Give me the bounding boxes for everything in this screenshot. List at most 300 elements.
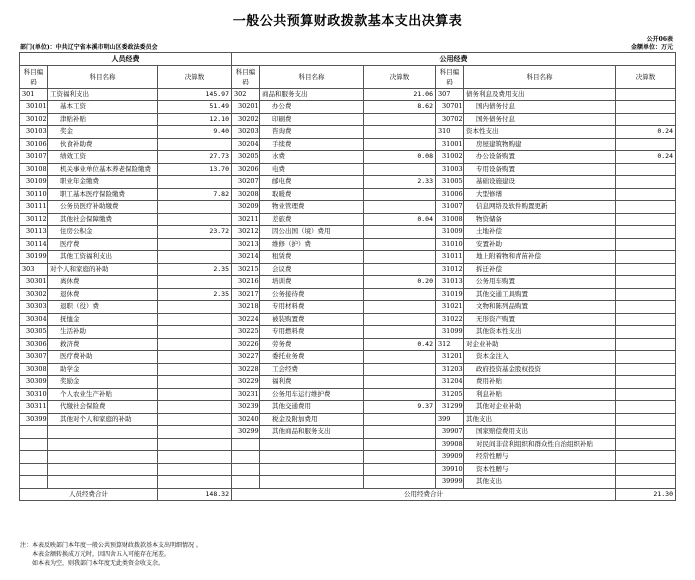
personnel-amount-cell: [158, 338, 232, 351]
personnel-amount-cell: [158, 301, 232, 314]
personnel-name-cell: 工资福利支出: [48, 88, 158, 101]
personnel-name-cell: 伙食补助费: [48, 138, 158, 151]
table-row: [20, 176, 676, 189]
personnel-name-cell: 生活补助: [48, 326, 158, 339]
personnel-name-cell: [48, 451, 158, 464]
public-right-code-cell: 31203: [436, 363, 464, 376]
personnel-code-cell: 30307: [20, 351, 48, 364]
public-left-name-cell: 物业管理费: [260, 201, 364, 214]
public-right-name-cell: 信息网络及软件购置更新: [464, 201, 616, 214]
personnel-name-cell: 津贴补贴: [48, 113, 158, 126]
public-left-code-cell: 30217: [232, 288, 260, 301]
public-right-code-cell: 307: [436, 88, 464, 101]
personnel-name-cell: 助学金: [48, 363, 158, 376]
department-unit: 部门(单位)：中共辽宁省本溪市明山区委政法委员会: [20, 44, 158, 51]
public-left-code-cell: 30216: [232, 276, 260, 289]
table-row: [20, 363, 676, 376]
column-header-name: 科目名称: [260, 65, 364, 88]
public-right-code-cell: 30702: [436, 113, 464, 126]
public-left-code-cell: 30231: [232, 388, 260, 401]
public-right-code-cell: 31001: [436, 138, 464, 151]
personnel-name-cell: 公务员医疗补助缴费: [48, 201, 158, 214]
table-row: [20, 326, 676, 339]
personnel-amount-cell: 13.70: [158, 163, 232, 176]
public-right-code-cell: 31201: [436, 351, 464, 364]
personnel-code-cell: 30102: [20, 113, 48, 126]
public-right-amount-cell: [616, 451, 676, 464]
public-right-code-cell: 39907: [436, 426, 464, 439]
public-right-code-cell: 31012: [436, 263, 464, 276]
public-right-name-cell: 基础设施建设: [464, 176, 616, 189]
personnel-amount-cell: [158, 201, 232, 214]
public-left-code-cell: [232, 463, 260, 476]
public-right-name-cell: 文物和陈列品购置: [464, 301, 616, 314]
personnel-code-cell: 30311: [20, 401, 48, 414]
public-right-code-cell: 39909: [436, 451, 464, 464]
public-left-amount-cell: [364, 251, 436, 264]
personnel-name-cell: 抚恤金: [48, 313, 158, 326]
table-row: [20, 451, 676, 464]
public-left-amount-cell: [364, 351, 436, 364]
public-right-amount-cell: 0.24: [616, 126, 676, 139]
public-right-amount-cell: [616, 176, 676, 189]
personnel-name-cell: 救济费: [48, 338, 158, 351]
personnel-code-cell: [20, 463, 48, 476]
public-right-amount-cell: [616, 463, 676, 476]
public-right-amount-cell: [616, 288, 676, 301]
table-row: [20, 413, 676, 426]
table-row: [20, 376, 676, 389]
public-right-amount-cell: [616, 388, 676, 401]
personnel-name-cell: 其他对个人和家庭的补助: [48, 413, 158, 426]
public-left-amount-cell: 21.06: [364, 88, 436, 101]
public-right-amount-cell: [616, 138, 676, 151]
public-right-amount-cell: [616, 376, 676, 389]
personnel-amount-cell: [158, 276, 232, 289]
personnel-code-cell: 30110: [20, 188, 48, 201]
page-title: 一般公共预算财政拨款基本支出决算表: [232, 14, 463, 29]
personnel-code-cell: [20, 451, 48, 464]
public-left-name-cell: 被装购置费: [260, 313, 364, 326]
personnel-code-cell: 30309: [20, 376, 48, 389]
table-row: [20, 138, 676, 151]
public-right-amount-cell: [616, 88, 676, 101]
public-total-amount: 21.30: [616, 488, 676, 501]
public-right-amount-cell: [616, 351, 676, 364]
table-row: [20, 401, 676, 414]
public-right-name-cell: 利息补贴: [464, 388, 616, 401]
public-right-amount-cell: [616, 113, 676, 126]
personnel-amount-cell: [158, 426, 232, 439]
public-right-name-cell: 安置补助: [464, 238, 616, 251]
public-right-amount-cell: [616, 226, 676, 239]
public-left-code-cell: 30225: [232, 326, 260, 339]
personnel-name-cell: 代缴社会保险费: [48, 401, 158, 414]
table-row: [20, 151, 676, 164]
public-left-name-cell: 租赁费: [260, 251, 364, 264]
table-row: [20, 438, 676, 451]
public-left-name-cell: 印刷费: [260, 113, 364, 126]
personnel-amount-cell: [158, 388, 232, 401]
public-left-amount-cell: 2.33: [364, 176, 436, 189]
personnel-name-cell: 奖励金: [48, 376, 158, 389]
personnel-code-cell: 30114: [20, 238, 48, 251]
public-left-code-cell: 30201: [232, 101, 260, 114]
table-row: [20, 238, 676, 251]
public-left-name-cell: 差旅费: [260, 213, 364, 226]
public-left-amount-cell: 0.42: [364, 338, 436, 351]
public-left-name-cell: 工会经费: [260, 363, 364, 376]
personnel-total-label: 人员经费合计: [20, 488, 158, 501]
public-right-amount-cell: [616, 101, 676, 114]
public-right-name-cell: 债务利息及费用支出: [464, 88, 616, 101]
public-left-code-cell: 30202: [232, 113, 260, 126]
column-header-amount: 决算数: [158, 65, 232, 88]
public-right-name-cell: 其他对企业补助: [464, 401, 616, 414]
money-unit: 金额单位：万元: [630, 44, 673, 51]
public-left-code-cell: 30299: [232, 426, 260, 439]
personnel-code-cell: 30107: [20, 151, 48, 164]
footnote: 本表金额转换成万元时，因四舍五入可能存在尾差。: [32, 551, 171, 558]
public-right-amount-cell: [616, 326, 676, 339]
personnel-name-cell: 住房公积金: [48, 226, 158, 239]
personnel-code-cell: 30108: [20, 163, 48, 176]
public-right-amount-cell: [616, 438, 676, 451]
personnel-name-cell: 职工基本医疗保险缴费: [48, 188, 158, 201]
public-left-name-cell: [260, 451, 364, 464]
public-right-amount-cell: [616, 413, 676, 426]
public-left-name-cell: 办公费: [260, 101, 364, 114]
public-left-amount-cell: [364, 113, 436, 126]
personnel-heading: 人员经费: [20, 53, 232, 66]
public-right-code-cell: 31019: [436, 288, 464, 301]
public-right-amount-cell: [616, 313, 676, 326]
personnel-code-cell: 30109: [20, 176, 48, 189]
footnote: 注：本表反映部门本年度一般公共预算财政拨款基本支出明细情况 。: [20, 542, 202, 549]
public-left-name-cell: 公务用车运行维护费: [260, 388, 364, 401]
public-left-name-cell: 委托业务费: [260, 351, 364, 364]
public-right-name-cell: 房屋建筑物购建: [464, 138, 616, 151]
public-left-amount-cell: [364, 326, 436, 339]
public-left-code-cell: [232, 438, 260, 451]
public-right-code-cell: 31005: [436, 176, 464, 189]
public-right-amount-cell: [616, 251, 676, 264]
public-right-amount-cell: [616, 163, 676, 176]
public-left-name-cell: 手续费: [260, 138, 364, 151]
public-left-code-cell: 30239: [232, 401, 260, 414]
public-right-code-cell: 31010: [436, 238, 464, 251]
personnel-amount-cell: [158, 376, 232, 389]
public-right-name-cell: 对民间非营利组织和群众性自治组织补贴: [464, 438, 616, 451]
public-left-name-cell: 税金及附加费用: [260, 413, 364, 426]
public-left-amount-cell: [364, 226, 436, 239]
public-left-code-cell: 30214: [232, 251, 260, 264]
public-left-code-cell: 30203: [232, 126, 260, 139]
personnel-code-cell: 30399: [20, 413, 48, 426]
table-row: [20, 88, 676, 101]
personnel-amount-cell: 9.40: [158, 126, 232, 139]
table-row: [20, 213, 676, 226]
public-right-amount-cell: 0.24: [616, 151, 676, 164]
public-left-code-cell: 30218: [232, 301, 260, 314]
public-right-code-cell: 312: [436, 338, 464, 351]
public-left-amount-cell: 0.20: [364, 276, 436, 289]
personnel-amount-cell: [158, 413, 232, 426]
public-right-name-cell: 国内债务付息: [464, 101, 616, 114]
public-left-name-cell: 维修（护）费: [260, 238, 364, 251]
public-right-name-cell: 物资储备: [464, 213, 616, 226]
personnel-name-cell: 其他社会保障缴费: [48, 213, 158, 226]
personnel-code-cell: 30112: [20, 213, 48, 226]
public-right-name-cell: 对企业补助: [464, 338, 616, 351]
public-left-name-cell: 水费: [260, 151, 364, 164]
table-row: [20, 338, 676, 351]
public-right-name-cell: 国外债务付息: [464, 113, 616, 126]
table-row: [20, 113, 676, 126]
public-right-name-cell: 其他支出: [464, 476, 616, 489]
public-right-name-cell: 其他交通工具购置: [464, 288, 616, 301]
public-right-name-cell: 土地补偿: [464, 226, 616, 239]
public-left-amount-cell: [364, 463, 436, 476]
public-right-amount-cell: [616, 338, 676, 351]
public-left-amount-cell: [364, 301, 436, 314]
column-header-amount: 决算数: [616, 65, 676, 88]
public-right-code-cell: 31299: [436, 401, 464, 414]
public-left-amount-cell: [364, 376, 436, 389]
personnel-amount-cell: 145.97: [158, 88, 232, 101]
footnotes: [20, 541, 202, 568]
table-row: [20, 476, 676, 489]
public-left-name-cell: 商品和服务支出: [260, 88, 364, 101]
table-row: [20, 201, 676, 214]
public-right-amount-cell: [616, 213, 676, 226]
public-left-amount-cell: [364, 163, 436, 176]
public-left-code-cell: 30211: [232, 213, 260, 226]
public-right-code-cell: 31008: [436, 213, 464, 226]
personnel-code-cell: 30199: [20, 251, 48, 264]
public-left-name-cell: 取暖费: [260, 188, 364, 201]
personnel-name-cell: 对个人和家庭的补助: [48, 263, 158, 276]
public-left-amount-cell: [364, 288, 436, 301]
public-right-code-cell: 31099: [436, 326, 464, 339]
personnel-amount-cell: [158, 238, 232, 251]
public-left-name-cell: 培训费: [260, 276, 364, 289]
personnel-name-cell: 医疗费: [48, 238, 158, 251]
public-left-code-cell: 30213: [232, 238, 260, 251]
public-right-code-cell: 31007: [436, 201, 464, 214]
personnel-amount-cell: [158, 326, 232, 339]
public-left-amount-cell: [364, 313, 436, 326]
public-left-code-cell: 30227: [232, 351, 260, 364]
personnel-code-cell: 30303: [20, 301, 48, 314]
personnel-name-cell: 个人农业生产补贴: [48, 388, 158, 401]
public-left-name-cell: 电费: [260, 163, 364, 176]
public-left-amount-cell: [364, 201, 436, 214]
personnel-name-cell: [48, 438, 158, 451]
public-left-name-cell: 专用材料费: [260, 301, 364, 314]
public-left-code-cell: 30208: [232, 188, 260, 201]
public-left-name-cell: [260, 438, 364, 451]
public-left-code-cell: 30224: [232, 313, 260, 326]
public-left-name-cell: 会议费: [260, 263, 364, 276]
public-right-amount-cell: [616, 263, 676, 276]
public-right-name-cell: 无形资产购置: [464, 313, 616, 326]
public-left-code-cell: 30206: [232, 163, 260, 176]
public-right-name-cell: 其他支出: [464, 413, 616, 426]
public-left-amount-cell: [364, 413, 436, 426]
public-left-amount-cell: 0.08: [364, 151, 436, 164]
public-right-code-cell: 31021: [436, 301, 464, 314]
public-left-code-cell: 30205: [232, 151, 260, 164]
public-total-label: 公用经费合计: [232, 488, 616, 501]
personnel-amount-cell: [158, 138, 232, 151]
personnel-code-cell: 303: [20, 263, 48, 276]
public-left-name-cell: 邮电费: [260, 176, 364, 189]
public-left-amount-cell: 8.62: [364, 101, 436, 114]
public-right-code-cell: 31002: [436, 151, 464, 164]
table-row: [20, 263, 676, 276]
public-left-code-cell: [232, 451, 260, 464]
public-left-code-cell: 30226: [232, 338, 260, 351]
public-right-name-cell: 费用补贴: [464, 376, 616, 389]
table-row: [20, 126, 676, 139]
personnel-code-cell: 301: [20, 88, 48, 101]
personnel-code-cell: 30103: [20, 126, 48, 139]
public-left-amount-cell: 9.37: [364, 401, 436, 414]
personnel-name-cell: 退休费: [48, 288, 158, 301]
public-left-code-cell: 30204: [232, 138, 260, 151]
personnel-name-cell: 离休费: [48, 276, 158, 289]
public-left-code-cell: 30215: [232, 263, 260, 276]
personnel-code-cell: 30301: [20, 276, 48, 289]
public-left-code-cell: 30229: [232, 376, 260, 389]
personnel-amount-cell: 12.10: [158, 113, 232, 126]
totals-row: [20, 488, 676, 501]
public-left-name-cell: 其他商品和服务支出: [260, 426, 364, 439]
personnel-code-cell: 30302: [20, 288, 48, 301]
public-right-code-cell: 31011: [436, 251, 464, 264]
public-left-name-cell: 劳务费: [260, 338, 364, 351]
public-right-code-cell: 39910: [436, 463, 464, 476]
public-left-name-cell: 咨询费: [260, 126, 364, 139]
public-left-amount-cell: [364, 476, 436, 489]
personnel-amount-cell: 2.35: [158, 288, 232, 301]
personnel-name-cell: [48, 476, 158, 489]
public-right-code-cell: 31003: [436, 163, 464, 176]
public-left-amount-cell: [364, 426, 436, 439]
public-left-name-cell: [260, 476, 364, 489]
personnel-code-cell: [20, 426, 48, 439]
public-left-code-cell: [232, 476, 260, 489]
personnel-name-cell: 基本工资: [48, 101, 158, 114]
public-right-amount-cell: [616, 401, 676, 414]
personnel-code-cell: 30111: [20, 201, 48, 214]
column-header-code: 科目编码: [436, 65, 464, 88]
personnel-name-cell: 机关事业单位基本养老保险缴费: [48, 163, 158, 176]
public-right-name-cell: 其他资本性支出: [464, 326, 616, 339]
personnel-name-cell: 医疗费补助: [48, 351, 158, 364]
public-left-amount-cell: [364, 238, 436, 251]
public-right-name-cell: 资本性赠与: [464, 463, 616, 476]
table-row: [20, 313, 676, 326]
public-left-name-cell: 因公出国（境）费用: [260, 226, 364, 239]
public-left-name-cell: 福利费: [260, 376, 364, 389]
column-header-name: 科目名称: [48, 65, 158, 88]
personnel-name-cell: 其他工资福利支出: [48, 251, 158, 264]
table-row: [20, 388, 676, 401]
public-heading: 公用经费: [232, 53, 676, 66]
public-right-amount-cell: [616, 276, 676, 289]
personnel-amount-cell: [158, 213, 232, 226]
table-row: [20, 351, 676, 364]
personnel-amount-cell: [158, 251, 232, 264]
personnel-amount-cell: 7.82: [158, 188, 232, 201]
public-right-name-cell: 政府投资基金股权投资: [464, 363, 616, 376]
personnel-code-cell: 30101: [20, 101, 48, 114]
column-header-name: 科目名称: [464, 65, 616, 88]
public-left-amount-cell: [364, 188, 436, 201]
table-row: [20, 226, 676, 239]
public-left-name-cell: [260, 463, 364, 476]
personnel-amount-cell: [158, 313, 232, 326]
footnote: 如本表为空，则我部门本年度无此类资金收支余。: [32, 560, 165, 567]
public-right-name-cell: 办公设备购置: [464, 151, 616, 164]
public-right-code-cell: 39908: [436, 438, 464, 451]
table-row: [20, 463, 676, 476]
public-left-code-cell: 30209: [232, 201, 260, 214]
public-left-amount-cell: [364, 138, 436, 151]
personnel-name-cell: [48, 463, 158, 476]
public-right-name-cell: 经常性赠与: [464, 451, 616, 464]
table-row: [20, 301, 676, 314]
personnel-amount-cell: 51.49: [158, 101, 232, 114]
public-right-code-cell: 31204: [436, 376, 464, 389]
public-right-amount-cell: [616, 363, 676, 376]
table-row: [20, 288, 676, 301]
personnel-amount-cell: 27.73: [158, 151, 232, 164]
table-row: [20, 426, 676, 439]
personnel-amount-cell: [158, 463, 232, 476]
personnel-amount-cell: [158, 351, 232, 364]
public-right-name-cell: 大型修缮: [464, 188, 616, 201]
personnel-code-cell: 30308: [20, 363, 48, 376]
public-right-code-cell: 31022: [436, 313, 464, 326]
public-right-amount-cell: [616, 301, 676, 314]
public-left-amount-cell: [364, 451, 436, 464]
public-left-amount-cell: [364, 263, 436, 276]
personnel-code-cell: 30306: [20, 338, 48, 351]
public-right-code-cell: 31013: [436, 276, 464, 289]
personnel-amount-cell: 23.72: [158, 226, 232, 239]
public-left-code-cell: 30228: [232, 363, 260, 376]
expenditure-table: [19, 52, 676, 501]
public-left-amount-cell: 0.04: [364, 213, 436, 226]
public-right-name-cell: 地上附着物和青苗补偿: [464, 251, 616, 264]
personnel-amount-cell: [158, 176, 232, 189]
public-right-amount-cell: [616, 188, 676, 201]
column-header-code: 科目编码: [20, 65, 48, 88]
public-right-amount-cell: [616, 476, 676, 489]
personnel-code-cell: 30113: [20, 226, 48, 239]
public-right-code-cell: 31009: [436, 226, 464, 239]
column-header-amount: 决算数: [364, 65, 436, 88]
personnel-amount-cell: [158, 476, 232, 489]
personnel-code-cell: [20, 476, 48, 489]
public-right-amount-cell: [616, 201, 676, 214]
personnel-name-cell: 退职（役）费: [48, 301, 158, 314]
public-right-name-cell: 国家赔偿费用支出: [464, 426, 616, 439]
personnel-code-cell: 30310: [20, 388, 48, 401]
